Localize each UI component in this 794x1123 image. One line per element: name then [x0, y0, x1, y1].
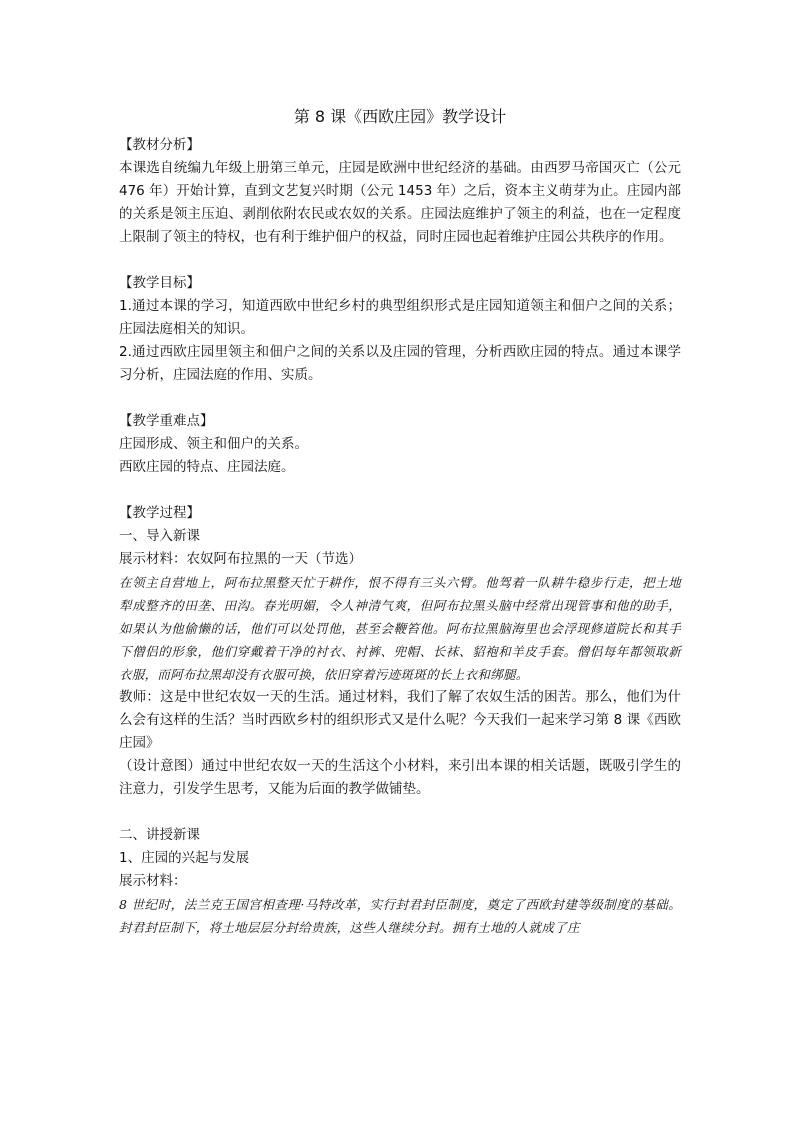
spacer [119, 249, 681, 272]
material2-quote: 8 世纪时，法兰克王国宫相查理·马特改革，实行封君封臣制度，奠定了西欧封建等级制度的基础。封君封臣制下，将土地层层分封给贵族，这些人继续分封。拥有土地的人就成了庄 [119, 897, 681, 935]
teacher-paragraph: 教师：这是中世纪农奴一天的生活。通过材料，我们了解了农奴生活的困苦。那么，他们为什么会有这样的生活？当时西欧乡村的组织形式又是什么呢？今天我们一起来学习第 8 课《西欧庄园》 [119, 689, 681, 751]
part2-heading: 二、讲授新课 [119, 827, 200, 843]
section-heading-key-points: 【教学重难点】 [119, 413, 214, 429]
material-quote: 在领主自营地上，阿布拉黑整天忙于耕作，恨不得有三头六臂。他驾着一队耕牛稳步行走，把土地犁成整齐的田垄、田沟。春光明媚，令人神清气爽，但阿布拉黑头脑中经常出现管事和他的助手，如果认为他偷懒的话，他们可以处罚他，甚至会鞭笞他。阿布拉黑脑海里也会浮现修道院长和其手下僧侣的形象，他们穿戴着干净的衬衣、衬裤、兜帽、长袜、貂袍和羊皮手套。僧侣每年都领取新衣服，而阿布拉黑却没有衣服可换，依旧穿着污迹斑斑的长上衣和绑腿。 [119, 575, 681, 682]
section-heading-textbook: 【教材分析】 [119, 137, 200, 153]
key-point-2: 西欧庄园的特点、庄园法庭。 [119, 459, 295, 475]
goal-item-2: 2.通过西欧庄园里领主和佃户之间的关系以及庄园的管理，分析西欧庄园的特点。通过本课学习分析，庄园法庭的作用、实质。 [119, 344, 681, 383]
part1-heading: 一、导入新课 [119, 528, 200, 544]
material-label: 展示材料：农奴阿布拉黑的一天（节选） [119, 551, 362, 567]
key-point-1: 庄园形成、领主和佃户的关系。 [119, 436, 308, 452]
page-title: 第 8 课《西欧庄园》教学设计 [293, 107, 507, 126]
spacer [119, 479, 681, 502]
material2-label: 展示材料： [119, 873, 187, 889]
section-heading-goals: 【教学目标】 [119, 275, 200, 291]
section-heading-process: 【教学过程】 [119, 505, 200, 521]
document-content [119, 104, 681, 939]
textbook-analysis-paragraph: 本课选自统编九年级上册第三单元，庄园是欧洲中世纪经济的基础。由西罗马帝国灭亡（公元 476 年）开始计算，直到文艺复兴时期（公元 1453 年）之后，资本主义萌芽为止。庄园内部的关系是领主压迫、剥削依附农民或农奴的关系。庄园法庭维护了领主的利益，也在一定程度上限制了领主的特权，也有利于维护佃户的权益，同时庄园也起着维护庄园公共秩序的作用。 [119, 160, 681, 245]
sub1-heading: 1、庄园的兴起与发展 [119, 850, 250, 866]
spacer [119, 387, 681, 410]
spacer [119, 801, 681, 824]
design-intent-paragraph: （设计意图）通过中世纪农奴一天的生活这个小材料，来引出本课的相关话题，既吸引学生的注意力，引发学生思考，又能为后面的教学做铺垫。 [119, 758, 681, 797]
goal-item-1: 1.通过本课的学习，知道西欧中世纪乡村的典型组织形式是庄园知道领主和佃户之间的关系；庄园法庭相关的知识。 [119, 298, 681, 337]
